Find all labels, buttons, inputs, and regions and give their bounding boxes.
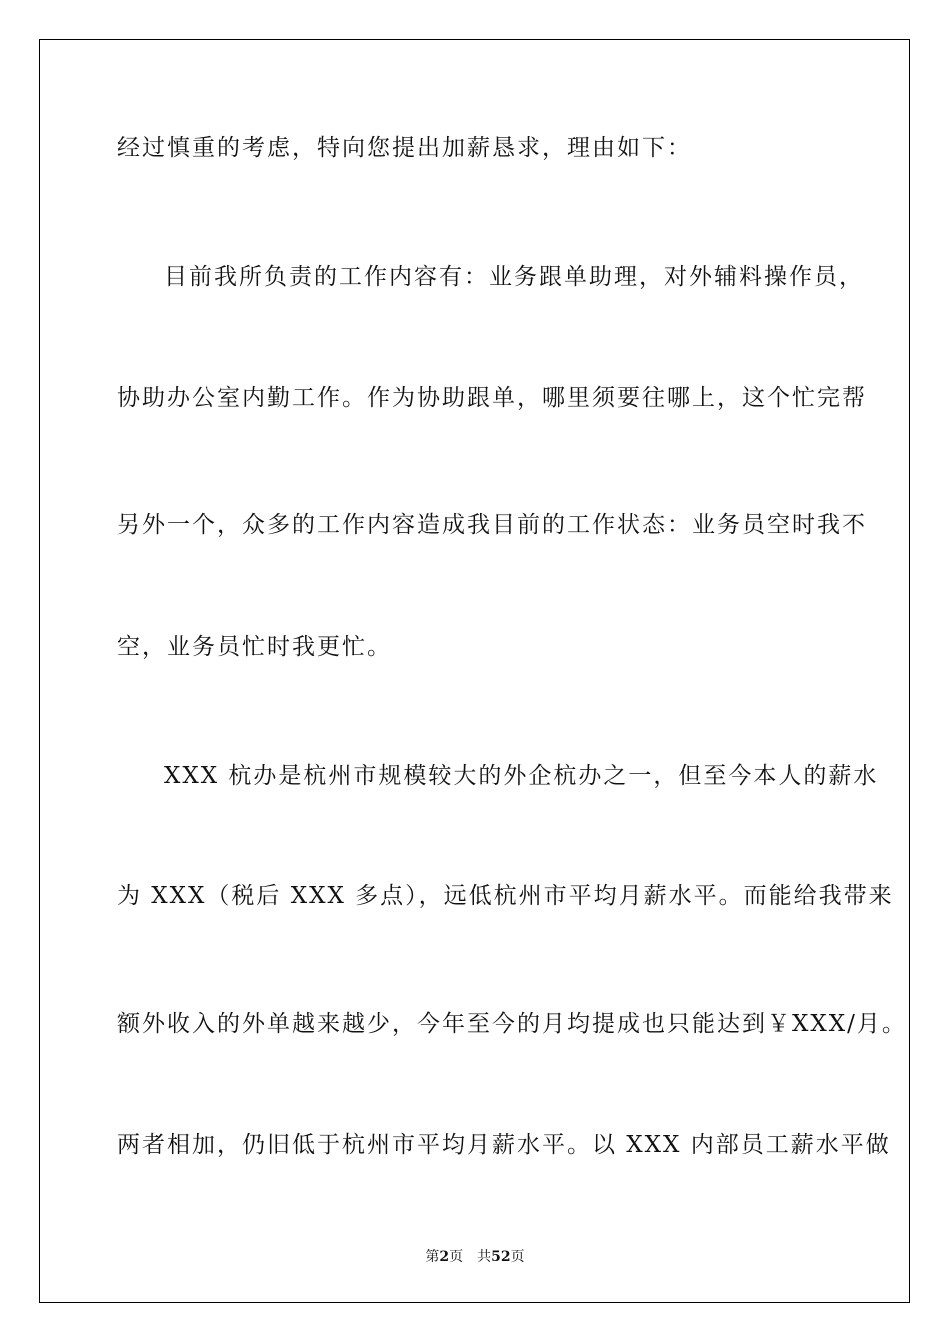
total-pages-suffix: 页 xyxy=(510,1249,525,1265)
page-border xyxy=(39,39,910,1303)
body-text-line: 协助办公室内勤工作。作为协助跟单，哪里须要往哪上，这个忙完帮 xyxy=(117,385,867,411)
total-pages: 52 xyxy=(491,1249,511,1265)
body-text-line: 另外一个，众多的工作内容造成我目前的工作状态：业务员空时我不 xyxy=(117,512,867,538)
page-number: 2 xyxy=(439,1249,450,1265)
body-text-line: 为 XXX（税后 XXX 多点），远低杭州市平均月薪水平。而能给我带来 xyxy=(117,883,894,909)
page-number-prefix: 第 xyxy=(425,1249,440,1265)
body-text-line: 两者相加，仍旧低于杭州市平均月薪水平。以 XXX 内部员工薪水平做 xyxy=(117,1132,891,1158)
total-pages-prefix: 共 xyxy=(477,1249,492,1265)
body-text-line: XXX 杭办是杭州市规模较大的外企杭办之一，但至今本人的薪水 xyxy=(164,763,879,789)
page-number-suffix: 页 xyxy=(449,1249,464,1265)
body-text-line: 额外收入的外单越来越少，今年至今的月均提成也只能达到￥XXX/月。 xyxy=(117,1011,907,1037)
body-text-line: 目前我所负责的工作内容有：业务跟单助理，对外辅料操作员， xyxy=(164,264,864,290)
body-text-line: 空，业务员忙时我更忙。 xyxy=(117,634,392,660)
body-text-line: 经过慎重的考虑，特向您提出加薪恳求，理由如下： xyxy=(117,135,692,161)
page-footer xyxy=(0,1248,950,1266)
